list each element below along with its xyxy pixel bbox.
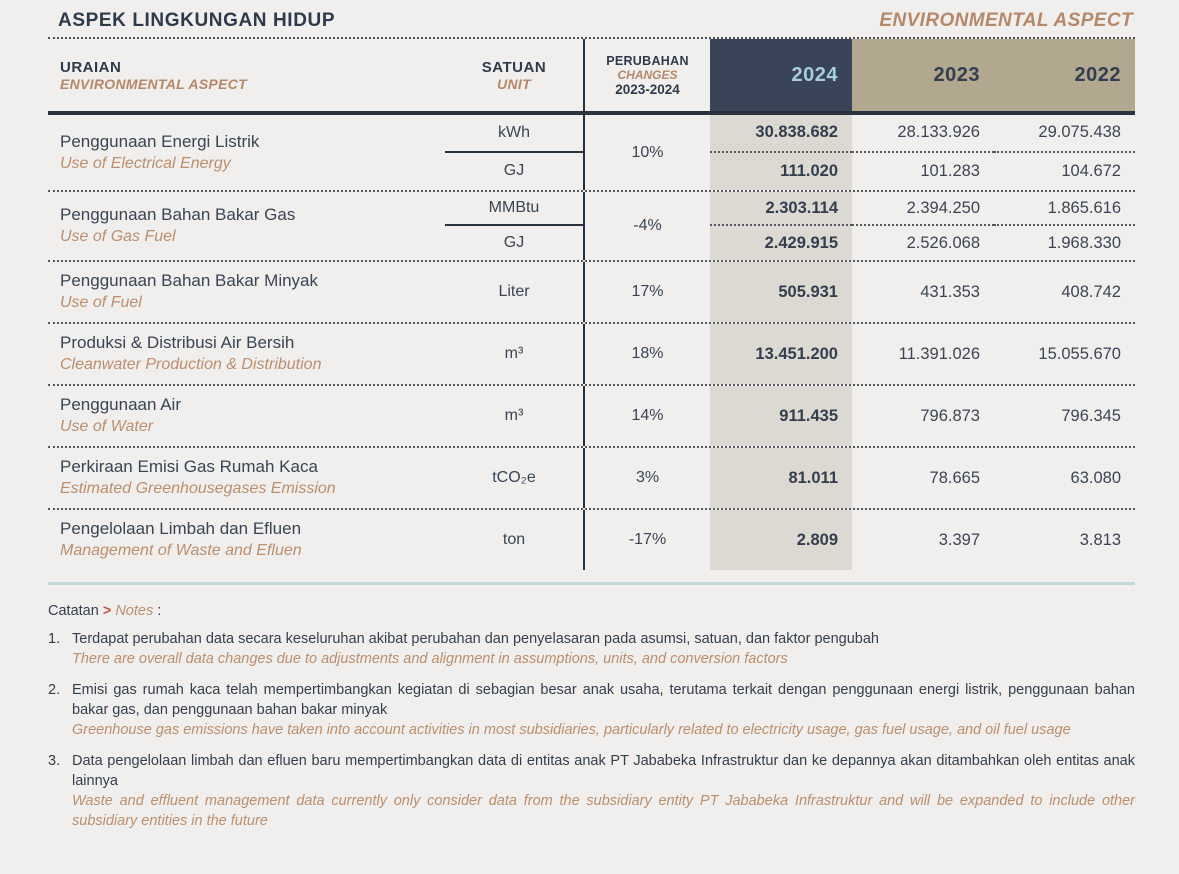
change-cell: 3%	[583, 448, 710, 508]
value-2024: 111.020	[710, 153, 852, 191]
table-row-gas-fuel	[48, 190, 1135, 260]
row-label	[48, 448, 445, 508]
header-satuan	[445, 39, 583, 111]
row-label-indonesian: Produksi & Distribusi Air Bersih	[60, 333, 295, 353]
value-2022: 15.055.670	[1038, 344, 1121, 363]
row-label	[48, 510, 445, 570]
notes-title-colon: :	[157, 603, 162, 619]
row-label	[48, 386, 445, 446]
unit-cell: MMBtu	[445, 192, 583, 226]
value-2022: 408.742	[1061, 282, 1121, 301]
value-2023: 11.391.026	[898, 344, 980, 363]
table-bottom-rule	[48, 582, 1135, 585]
change-cell: -4%	[583, 192, 710, 260]
section-title-indonesian: ASPEK LINGKUNGAN HIDUP	[58, 10, 336, 31]
value-2022: 1.968.330	[1047, 233, 1121, 252]
note-item-1	[48, 629, 1135, 669]
notes-section	[48, 601, 1135, 831]
value-2024: 2.303.114	[710, 192, 852, 226]
note-item-3	[48, 751, 1135, 831]
note-text-english: Greenhouse gas emissions have taken into account activities in most subsidiaries, particularly related to electricity usage, gas fuel usage, and oil fuel usage	[72, 722, 1071, 738]
row-label	[48, 262, 445, 322]
header-changes-period: 2023-2024	[615, 81, 680, 97]
change-cell: -17%	[583, 510, 710, 570]
row-label-english: Management of Waste and Efluen	[60, 542, 302, 560]
row-label-english: Use of Gas Fuel	[60, 228, 176, 246]
header-changes-label: PERUBAHAN	[606, 53, 689, 68]
header-uraian-label: URAIAN	[60, 58, 122, 76]
note-text-english: Waste and effluent management data currently only consider data from the subsidiary entity PT Jababeka Infrastruktur and will be expanded to include other subsidiary entities in the future	[72, 793, 1135, 829]
section-title-english: ENVIRONMENTAL ASPECT	[879, 10, 1133, 31]
value-2023: 431.353	[920, 282, 980, 301]
row-label-indonesian: Penggunaan Bahan Bakar Minyak	[60, 271, 319, 291]
table-row-oil-fuel	[48, 260, 1135, 322]
header-changes	[583, 39, 710, 111]
note-text-indonesian: Emisi gas rumah kaca telah mempertimbangkan kegiatan di sebagian besar anak usaha, terutama terkait dengan penggunaan energi listrik, penggunaan bahan bakar gas, dan penggunaan bahan bakar minyak	[72, 682, 1135, 718]
change-cell: 14%	[583, 386, 710, 446]
notes-arrow-icon: >	[102, 603, 112, 619]
row-label-english: Estimated Greenhousegases Emission	[60, 480, 336, 498]
value-2023: 796.873	[920, 406, 980, 425]
header-year-2024: 2024	[710, 39, 852, 111]
row-label-english: Use of Water	[60, 418, 154, 436]
note-number: 3.	[48, 753, 61, 769]
section-title-row	[48, 8, 1135, 37]
value-2024: 911.435	[710, 386, 852, 446]
value-2023: 2.526.068	[906, 233, 980, 252]
change-cell: 17%	[583, 262, 710, 322]
row-label-english: Cleanwater Production & Distribution	[60, 356, 322, 374]
unit-cell: GJ	[503, 234, 525, 251]
row-label-english: Use of Fuel	[60, 294, 142, 312]
row-label	[48, 324, 445, 384]
notes-title	[48, 601, 1135, 621]
row-label-indonesian: Pengelolaan Limbah dan Efluen	[60, 519, 302, 539]
note-text-indonesian: Data pengelolaan limbah dan efluen baru mempertimbangkan data di entitas anak PT Jababeka Infrastruktur dan ke depannya akan ditambahkan oleh entitas anak lainnya	[72, 753, 1135, 789]
notes-title-english: Notes	[115, 603, 154, 619]
row-label-indonesian: Penggunaan Energi Listrik	[60, 131, 260, 151]
header-satuan-label-en: UNIT	[497, 75, 531, 92]
note-text-indonesian: Terdapat perubahan data secara keseluruhan akibat perubahan dan penyelasaran pada asumsi, satuan, dan faktor pengubah	[72, 631, 879, 647]
value-2023: 101.283	[920, 161, 980, 180]
unit-cell: GJ	[503, 162, 525, 180]
row-label	[48, 115, 445, 190]
value-2023: 78.665	[929, 468, 980, 487]
unit-cell: tCO₂e	[492, 469, 536, 486]
value-2022: 796.345	[1061, 406, 1121, 425]
table-row-cleanwater	[48, 322, 1135, 384]
header-changes-label-en: CHANGES	[617, 67, 678, 82]
value-2022: 29.075.438	[994, 115, 1135, 153]
unit-cell: m³	[504, 345, 524, 362]
value-2024: 2.429.915	[710, 226, 852, 260]
table-row-water-use	[48, 384, 1135, 446]
value-2023: 2.394.250	[852, 192, 994, 226]
environmental-aspect-section	[48, 8, 1135, 842]
value-2023: 28.133.926	[852, 115, 994, 153]
unit-cell: ton	[502, 531, 526, 548]
header-year-2022: 2022	[994, 39, 1135, 111]
row-label-indonesian: Penggunaan Bahan Bakar Gas	[60, 205, 296, 225]
note-body	[72, 629, 1135, 669]
row-label-english: Use of Electrical Energy	[60, 154, 231, 172]
value-2024: 505.931	[710, 262, 852, 322]
header-satuan-label: SATUAN	[481, 58, 547, 76]
value-2022: 63.080	[1070, 468, 1121, 487]
header-uraian-label-en: ENVIRONMENTAL ASPECT	[60, 75, 247, 92]
note-item-2	[48, 680, 1135, 740]
value-2023: 3.397	[938, 530, 980, 549]
value-2022: 3.813	[1079, 530, 1121, 549]
value-2022: 1.865.616	[994, 192, 1135, 226]
change-cell: 18%	[583, 324, 710, 384]
value-2024: 81.011	[710, 448, 852, 508]
note-number: 1.	[48, 631, 61, 647]
unit-cell: Liter	[498, 283, 530, 300]
row-label	[48, 192, 445, 260]
value-2024: 30.838.682	[710, 115, 852, 153]
table-row-ghg-emission	[48, 446, 1135, 508]
row-label-indonesian: Penggunaan Air	[60, 395, 181, 415]
table-row-electricity	[48, 115, 1135, 190]
unit-cell: kWh	[445, 115, 583, 153]
row-label-indonesian: Perkiraan Emisi Gas Rumah Kaca	[60, 457, 318, 477]
note-body	[72, 751, 1135, 831]
value-2024: 13.451.200	[710, 324, 852, 384]
header-uraian	[48, 39, 445, 111]
note-text-english: There are overall data changes due to adjustments and alignment in assumptions, units, and conversion factors	[72, 651, 788, 667]
note-number: 2.	[48, 682, 61, 698]
table-header-row	[48, 39, 1135, 115]
value-2024: 2.809	[710, 510, 852, 570]
table-row-waste-management	[48, 508, 1135, 570]
unit-cell: m³	[504, 407, 524, 424]
change-cell: 10%	[583, 115, 710, 190]
note-body	[72, 680, 1135, 740]
notes-title-indonesian: Catatan	[48, 603, 99, 619]
header-year-2023: 2023	[852, 39, 994, 111]
value-2022: 104.672	[1061, 161, 1121, 180]
